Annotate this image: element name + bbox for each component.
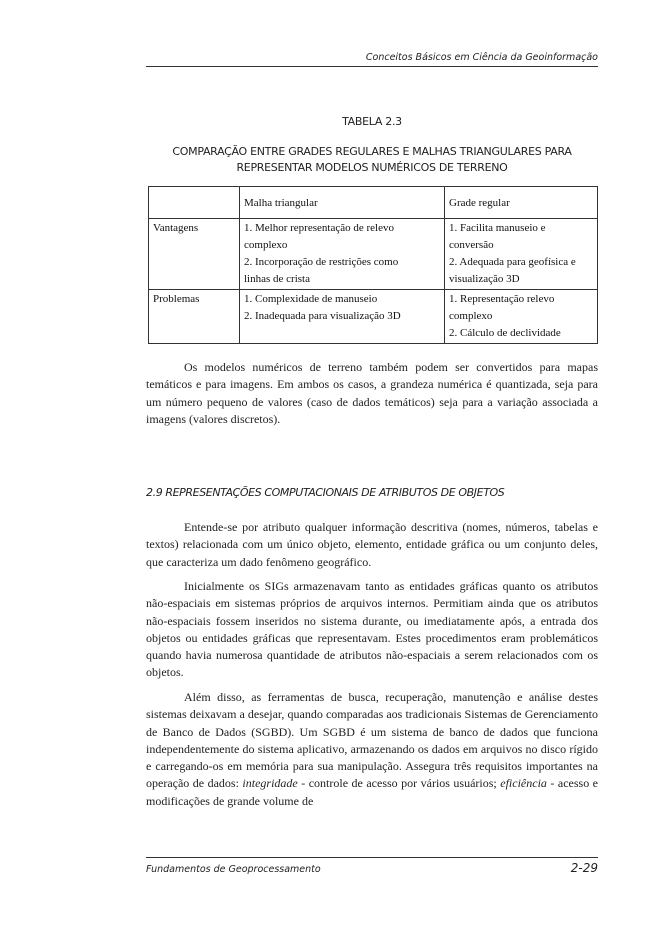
cell-line: complexo <box>244 239 288 251</box>
cell-line: 1. Melhor representação de relevo <box>244 222 394 234</box>
paragraph-text: - acesso e modificações de grande volume de <box>146 776 599 808</box>
table-header-cell: Grade regular <box>445 187 598 219</box>
table-header-cell: Malha triangular <box>240 187 445 219</box>
emphasis-eficiencia: eficiência <box>500 776 547 791</box>
row-label: Problemas <box>149 290 240 344</box>
section-heading: 2.9 REPRESENTAÇÕES COMPUTACIONAIS DE ATRIBUTOS DE OBJETOS <box>146 486 505 499</box>
body-paragraph: Os modelos numéricos de terreno também podem ser convertidos para mapas temáticos e para imagens. Em ambos os casos, a grandeza numérica é quantizada, seja para um número pequeno de valores (caso de dados temáticos) seja para a variação associada a imagens (valores discretos). <box>146 360 598 426</box>
emphasis-integridade: integridade <box>242 776 298 791</box>
footer-book-title: Fundamentos de Geoprocessamento <box>146 864 321 875</box>
cell-line: 2. Incorporação de restrições como <box>244 256 399 268</box>
cell-line: 2. Adequada para geofísica e <box>449 256 576 268</box>
body-paragraph: Inicialmente os SIGs armazenavam tanto as entidades gráficas quanto os atributos não-espaciais em sistemas próprios de arquivos internos. Permitiam ainda que os atributos não-espaciais fossem inseridos no sistema durante, ou imediatamente após, a entrada dos objetos ou entidades gráficas que representavam. Estes procedimentos eram problemáticos quando havia numerosa quantidade de atributos não-espaciais a serem relacionados com os objetos. <box>146 579 598 680</box>
cell-line: 2. Inadequada para visualização 3D <box>244 310 401 322</box>
table-cell <box>445 290 598 344</box>
table-cell <box>240 290 445 344</box>
cell-line: conversão <box>449 239 494 251</box>
body-paragraph: Entende-se por atributo qualquer informação descritiva (nomes, números, tabelas e textos) relacionada com um único objeto, elemento, entidade gráfica ou um conjunto deles, que caracteriza um dado fenômeno geográfico. <box>146 520 598 569</box>
paragraph-text: Além disso, as ferramentas de busca, recuperação, manutenção e análise destes sistemas deixavam a desejar, quando comparadas aos tradicionais Sistemas de Gerenciamento de Banco de Dados (SGBD). Um SGBD é um sistema de banco de dados que funciona independentemente do sistema aplicativo, armazenando os dados em arquivos no disco rígido e carregando-os em memória para sua manipulação. Assegura três requisitos importantes na operação de dados: <box>146 690 598 791</box>
table-cell <box>445 219 598 290</box>
cell-line: visualização 3D <box>449 273 520 285</box>
row-label: Vantagens <box>149 219 240 290</box>
body-paragraph <box>146 689 598 810</box>
table-header-row <box>149 187 598 219</box>
cell-line: 1. Facilita manuseio e <box>449 222 546 234</box>
table-row <box>149 219 598 290</box>
cell-line: 1. Complexidade de manuseio <box>244 293 378 305</box>
header-rule <box>146 66 598 67</box>
table-cell <box>240 219 445 290</box>
cell-line: complexo <box>449 310 493 322</box>
comparison-table <box>148 186 598 344</box>
table-row <box>149 290 598 344</box>
page-number: 2-29 <box>570 861 598 875</box>
paragraph-text: - controle de acesso por vários usuários; <box>297 776 501 791</box>
footer-rule <box>146 857 598 858</box>
cell-line: linhas de crista <box>244 273 310 285</box>
cell-line: 1. Representação relevo <box>449 293 555 305</box>
table-header-cell <box>149 187 240 219</box>
running-header: Conceitos Básicos em Ciência da Geoinformação <box>365 52 598 63</box>
table-caption-line1: COMPARAÇÃO ENTRE GRADES REGULARES E MALHAS TRIANGULARES PARA <box>172 145 572 158</box>
cell-line: 2. Cálculo de declividade <box>449 327 561 339</box>
table-label: TABELA 2.3 <box>342 115 402 128</box>
table-caption-line2: REPRESENTAR MODELOS NUMÉRICOS DE TERRENO <box>236 161 508 174</box>
